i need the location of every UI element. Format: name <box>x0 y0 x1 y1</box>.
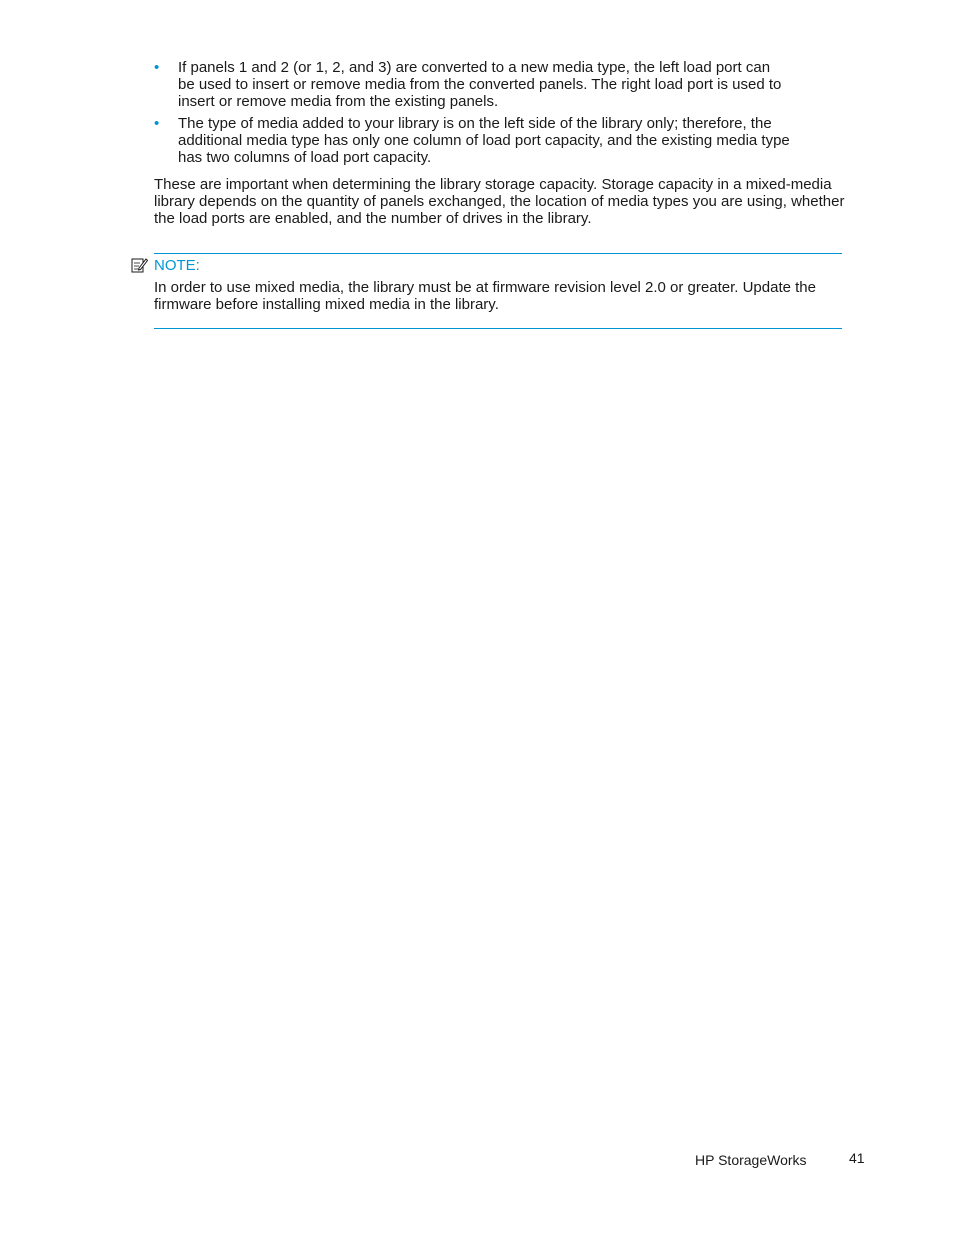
bullet-item <box>154 115 844 166</box>
paragraph-line: These are important when determining the library storage capacity. Storage capacity in a mixed-media <box>154 176 832 193</box>
note-line: In order to use mixed media, the library must be at firmware revision level 2.0 or greater. Update the <box>154 279 816 296</box>
footer-page-number: 41 <box>849 1150 865 1166</box>
body-paragraph <box>154 176 864 227</box>
note-top-rule <box>154 253 842 254</box>
bullet-line: insert or remove media from the existing panels. <box>178 93 499 110</box>
bullet-line: If panels 1 and 2 (or 1, 2, and 3) are converted to a new media type, the left load port can <box>178 59 771 76</box>
note-body <box>154 279 842 313</box>
bullet-dot-icon: • <box>154 59 160 76</box>
note-label: NOTE: <box>154 256 200 274</box>
note-bottom-rule <box>154 328 842 329</box>
bullet-item <box>154 59 844 110</box>
bullet-list <box>154 59 844 171</box>
bullet-line: The type of media added to your library is on the left side of the library only; therefore, the <box>178 115 772 132</box>
bullet-dot-icon: • <box>154 115 160 132</box>
bullet-line: additional media type has only one column of load port capacity, and the existing media type <box>178 132 790 149</box>
footer-product-label: HP StorageWorks <box>695 1152 807 1168</box>
note-header <box>130 256 200 274</box>
bullet-line: has two columns of load port capacity. <box>178 149 432 166</box>
bullet-line: be used to insert or remove media from the converted panels. The right load port is used to <box>178 76 782 93</box>
note-pencil-icon <box>130 256 148 274</box>
paragraph-line: library depends on the quantity of panels exchanged, the location of media types you are using, whether <box>154 193 845 210</box>
paragraph-line: the load ports are enabled, and the number of drives in the library. <box>154 210 592 227</box>
note-line: firmware before installing mixed media in the library. <box>154 296 499 313</box>
